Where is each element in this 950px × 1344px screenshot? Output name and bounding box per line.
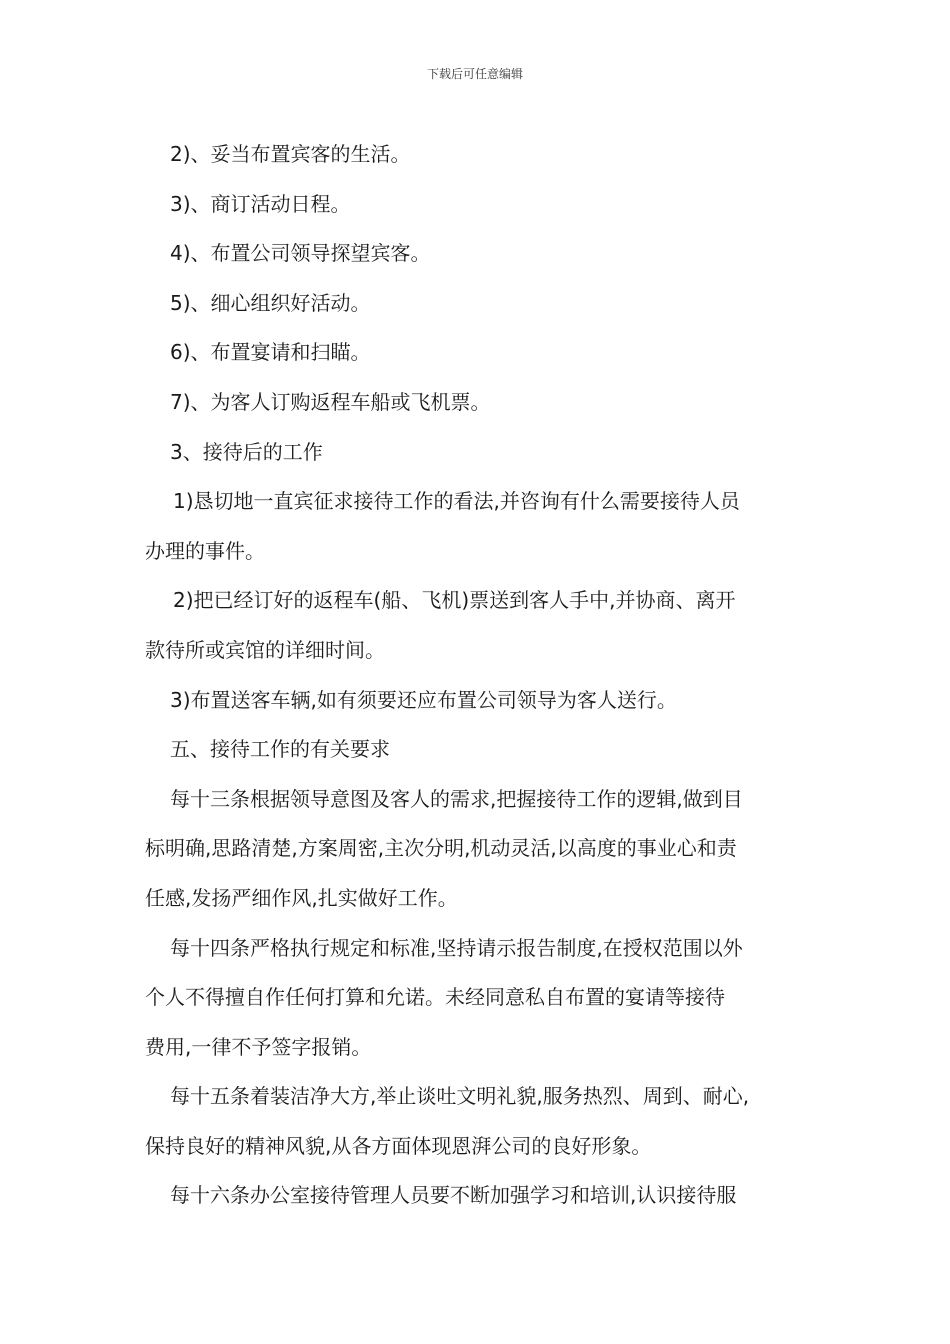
page-header: 下载后可任意编辑 xyxy=(426,67,523,81)
paragraph-line: 2)把已经订好的返程车(船、飞机)票送到客人手中,并协商、离开 xyxy=(173,588,736,613)
list-item: 6)、布置宴请和扫瞄。 xyxy=(170,340,371,365)
section-heading: 五、接待工作的有关要求 xyxy=(170,737,390,762)
paragraph-line: 每十三条根据领导意图及客人的需求,把握接待工作的逻辑,做到目 xyxy=(170,786,743,811)
paragraph-line: 1)恳切地一直宾征求接待工作的看法,并咨询有什么需要接待人员 xyxy=(173,489,740,514)
list-item: 7)、为客人订购返程车船或飞机票。 xyxy=(170,389,491,414)
paragraph-line: 款待所或宾馆的详细时间。 xyxy=(145,637,385,662)
list-item: 4)、布置公司领导探望宾客。 xyxy=(170,241,431,266)
section-heading: 3、接待后的工作 xyxy=(170,439,323,464)
list-item: 3)、商订活动日程。 xyxy=(170,191,351,216)
document-body xyxy=(145,130,810,1221)
paragraph-line: 办理的事件。 xyxy=(145,538,265,563)
paragraph-line: 3)布置送客车辆,如有须要还应布置公司领导为客人送行。 xyxy=(170,687,677,712)
paragraph-line: 每十五条着装洁净大方,举止谈吐文明礼貌,服务热烈、周到、耐心, xyxy=(170,1084,750,1109)
paragraph-line: 任感,发扬严细作风,扎实做好工作。 xyxy=(145,885,458,910)
paragraph-line: 个人不得擅自作任何打算和允诺。未经同意私自布置的宴请等接待 xyxy=(145,985,725,1010)
list-item: 2)、妥当布置宾客的生活。 xyxy=(170,142,411,166)
paragraph-line: 每十四条严格执行规定和标准,坚持请示报告制度,在授权范围以外 xyxy=(170,935,743,960)
paragraph-line: 费用,一律不予签字报销。 xyxy=(145,1034,372,1059)
paragraph-line: 保持良好的精神风貌,从各方面体现恩湃公司的良好形象。 xyxy=(145,1133,652,1158)
paragraph-line: 每十六条办公室接待管理人员要不断加强学习和培训,认识接待服 xyxy=(170,1183,737,1208)
paragraph-line: 标明确,思路清楚,方案周密,主次分明,机动灵活,以高度的事业心和责 xyxy=(145,836,737,861)
list-item: 5)、细心组织好活动。 xyxy=(170,290,371,315)
